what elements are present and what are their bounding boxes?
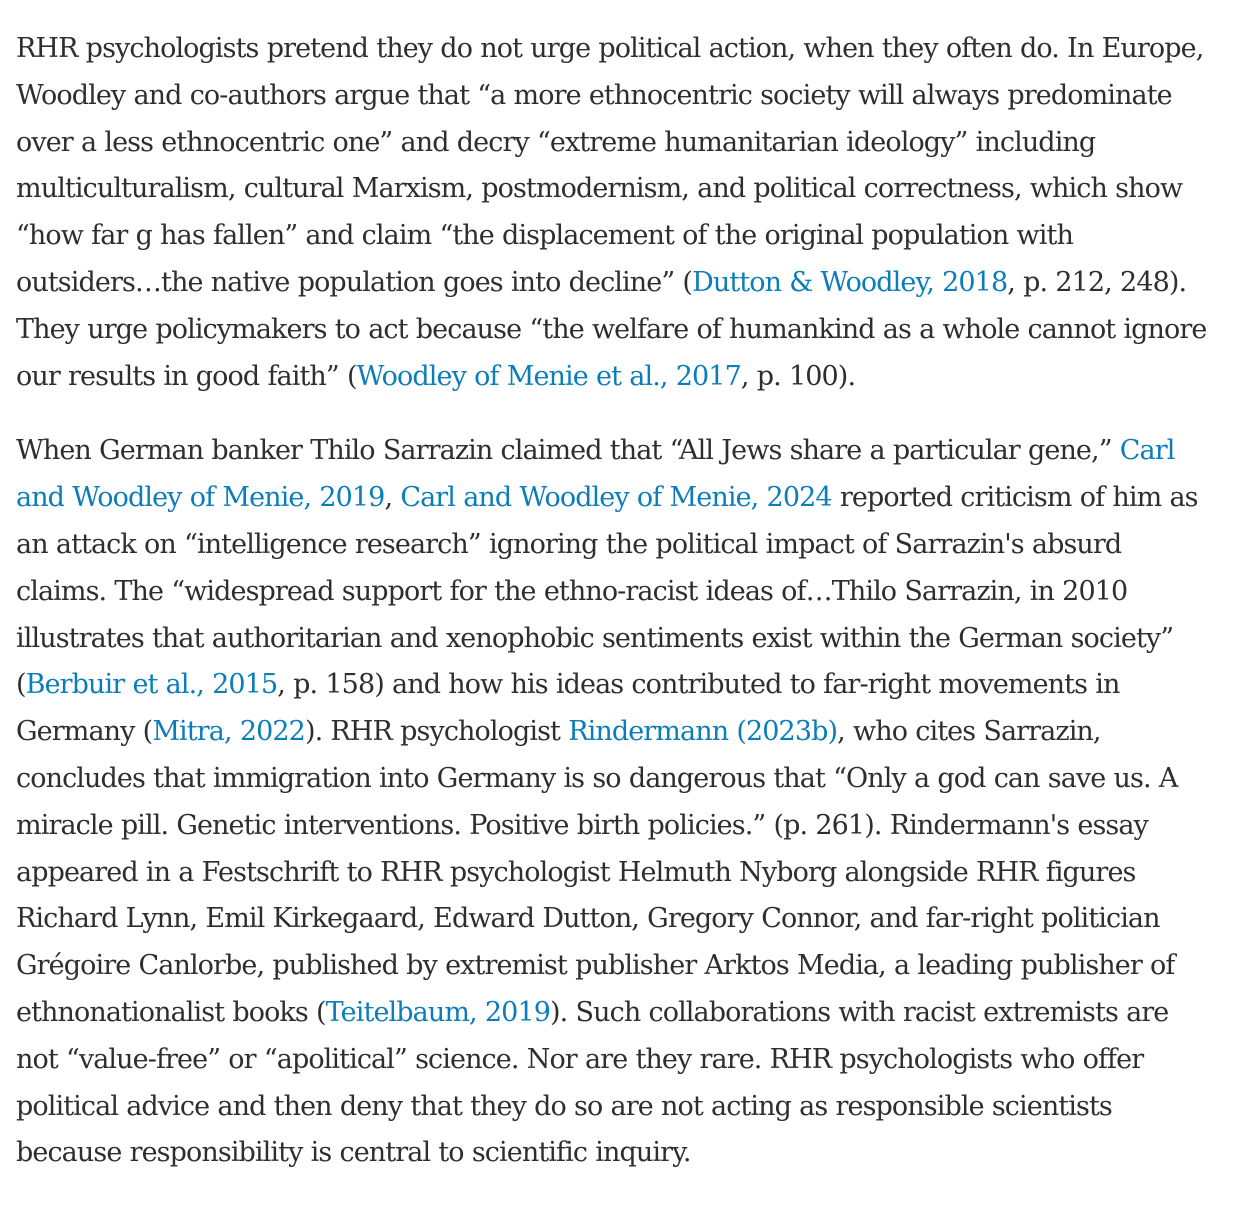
paragraph-1 [16,26,1212,400]
citation-link-rindermann-2023b[interactable]: Rindermann (2023b) [568,716,838,748]
citation-link-carl-woodley-2019[interactable]: Carl and Woodley of Menie, 2019 [16,435,1175,514]
text-run: , p. 158) and how his ideas contributed to far-right movements in Germany ( [16,669,1120,748]
text-run: , who cites Sarrazin, concludes that immigration into Germany is so dangerous that “Only a god can save us. A miracle pill. Genetic interventions. Positive birth policies.” (p. 261). Rindermann's essay appeared in a Festschrift to RHR psychologist Helmuth Nyborg alongside RHR figures Richard Lynn, Emil Kirkegaard, Edward Dutton, Gregory Connor, and far-right politician Grégoire Canlorbe, published by extremist publisher Arktos Media, a leading publisher of ethnonationalist books ( [16,716,1178,1028]
citation-link-teitelbaum-2019[interactable]: Teitelbaum, 2019 [325,996,551,1028]
text-run: RHR psychologists pretend they do not urge political action, when they often do. In Europe, Woodley and co-authors argue that “a more ethnocentric society will always predominate over a less ethnocentric one” and decry “extreme humanitarian ideology” including multiculturalism, cultural Marxism, postmodernism, and political correctness, which show “how far g has fallen” and claim “the displacement of the original population with outsiders…the native population goes into decline” ( [16,33,1204,298]
citation-link-dutton-woodley-2018[interactable]: Dutton & Woodley, 2018 [692,266,1008,298]
citation-link-woodley-of-menie-2017[interactable]: Woodley of Menie et al., 2017 [356,360,741,392]
citation-link-mitra-2022[interactable]: Mitra, 2022 [152,716,305,748]
text-run: When German banker Thilo Sarrazin claimed that “All Jews share a particular gene,” [16,435,1120,467]
article-body [16,26,1212,1205]
text-run: ). Such collaborations with racist extremists are not “value-free” or “apolitical” science. Nor are they rare. RHR psychologists who offer political advice and then deny that they do so are not acting as responsible scientists because responsibility is central to scientific inquiry. [16,996,1169,1169]
text-run: , p. 100). [740,360,856,392]
citation-link-berbuir-2015[interactable]: Berbuir et al., 2015 [25,669,278,701]
text-run: reported criticism of him as an attack on “intelligence research” ignoring the political impact of Sarrazin's absurd claims. The “widespread support for the ethno-racist ideas of…Thilo Sarrazin, in 2010 illustrates that authoritarian and xenophobic sentiments exist within the German society” ( [16,482,1198,701]
text-run: ). RHR psychologist [304,716,569,748]
paragraph-2 [16,428,1212,1177]
text-run: , [384,482,401,514]
citation-link-carl-woodley-2024[interactable]: Carl and Woodley of Menie, 2024 [400,482,832,514]
text-run: , p. 212, 248). They urge policymakers to act because “the welfare of humankind as a whole cannot ignore our results in good faith” ( [16,266,1207,392]
